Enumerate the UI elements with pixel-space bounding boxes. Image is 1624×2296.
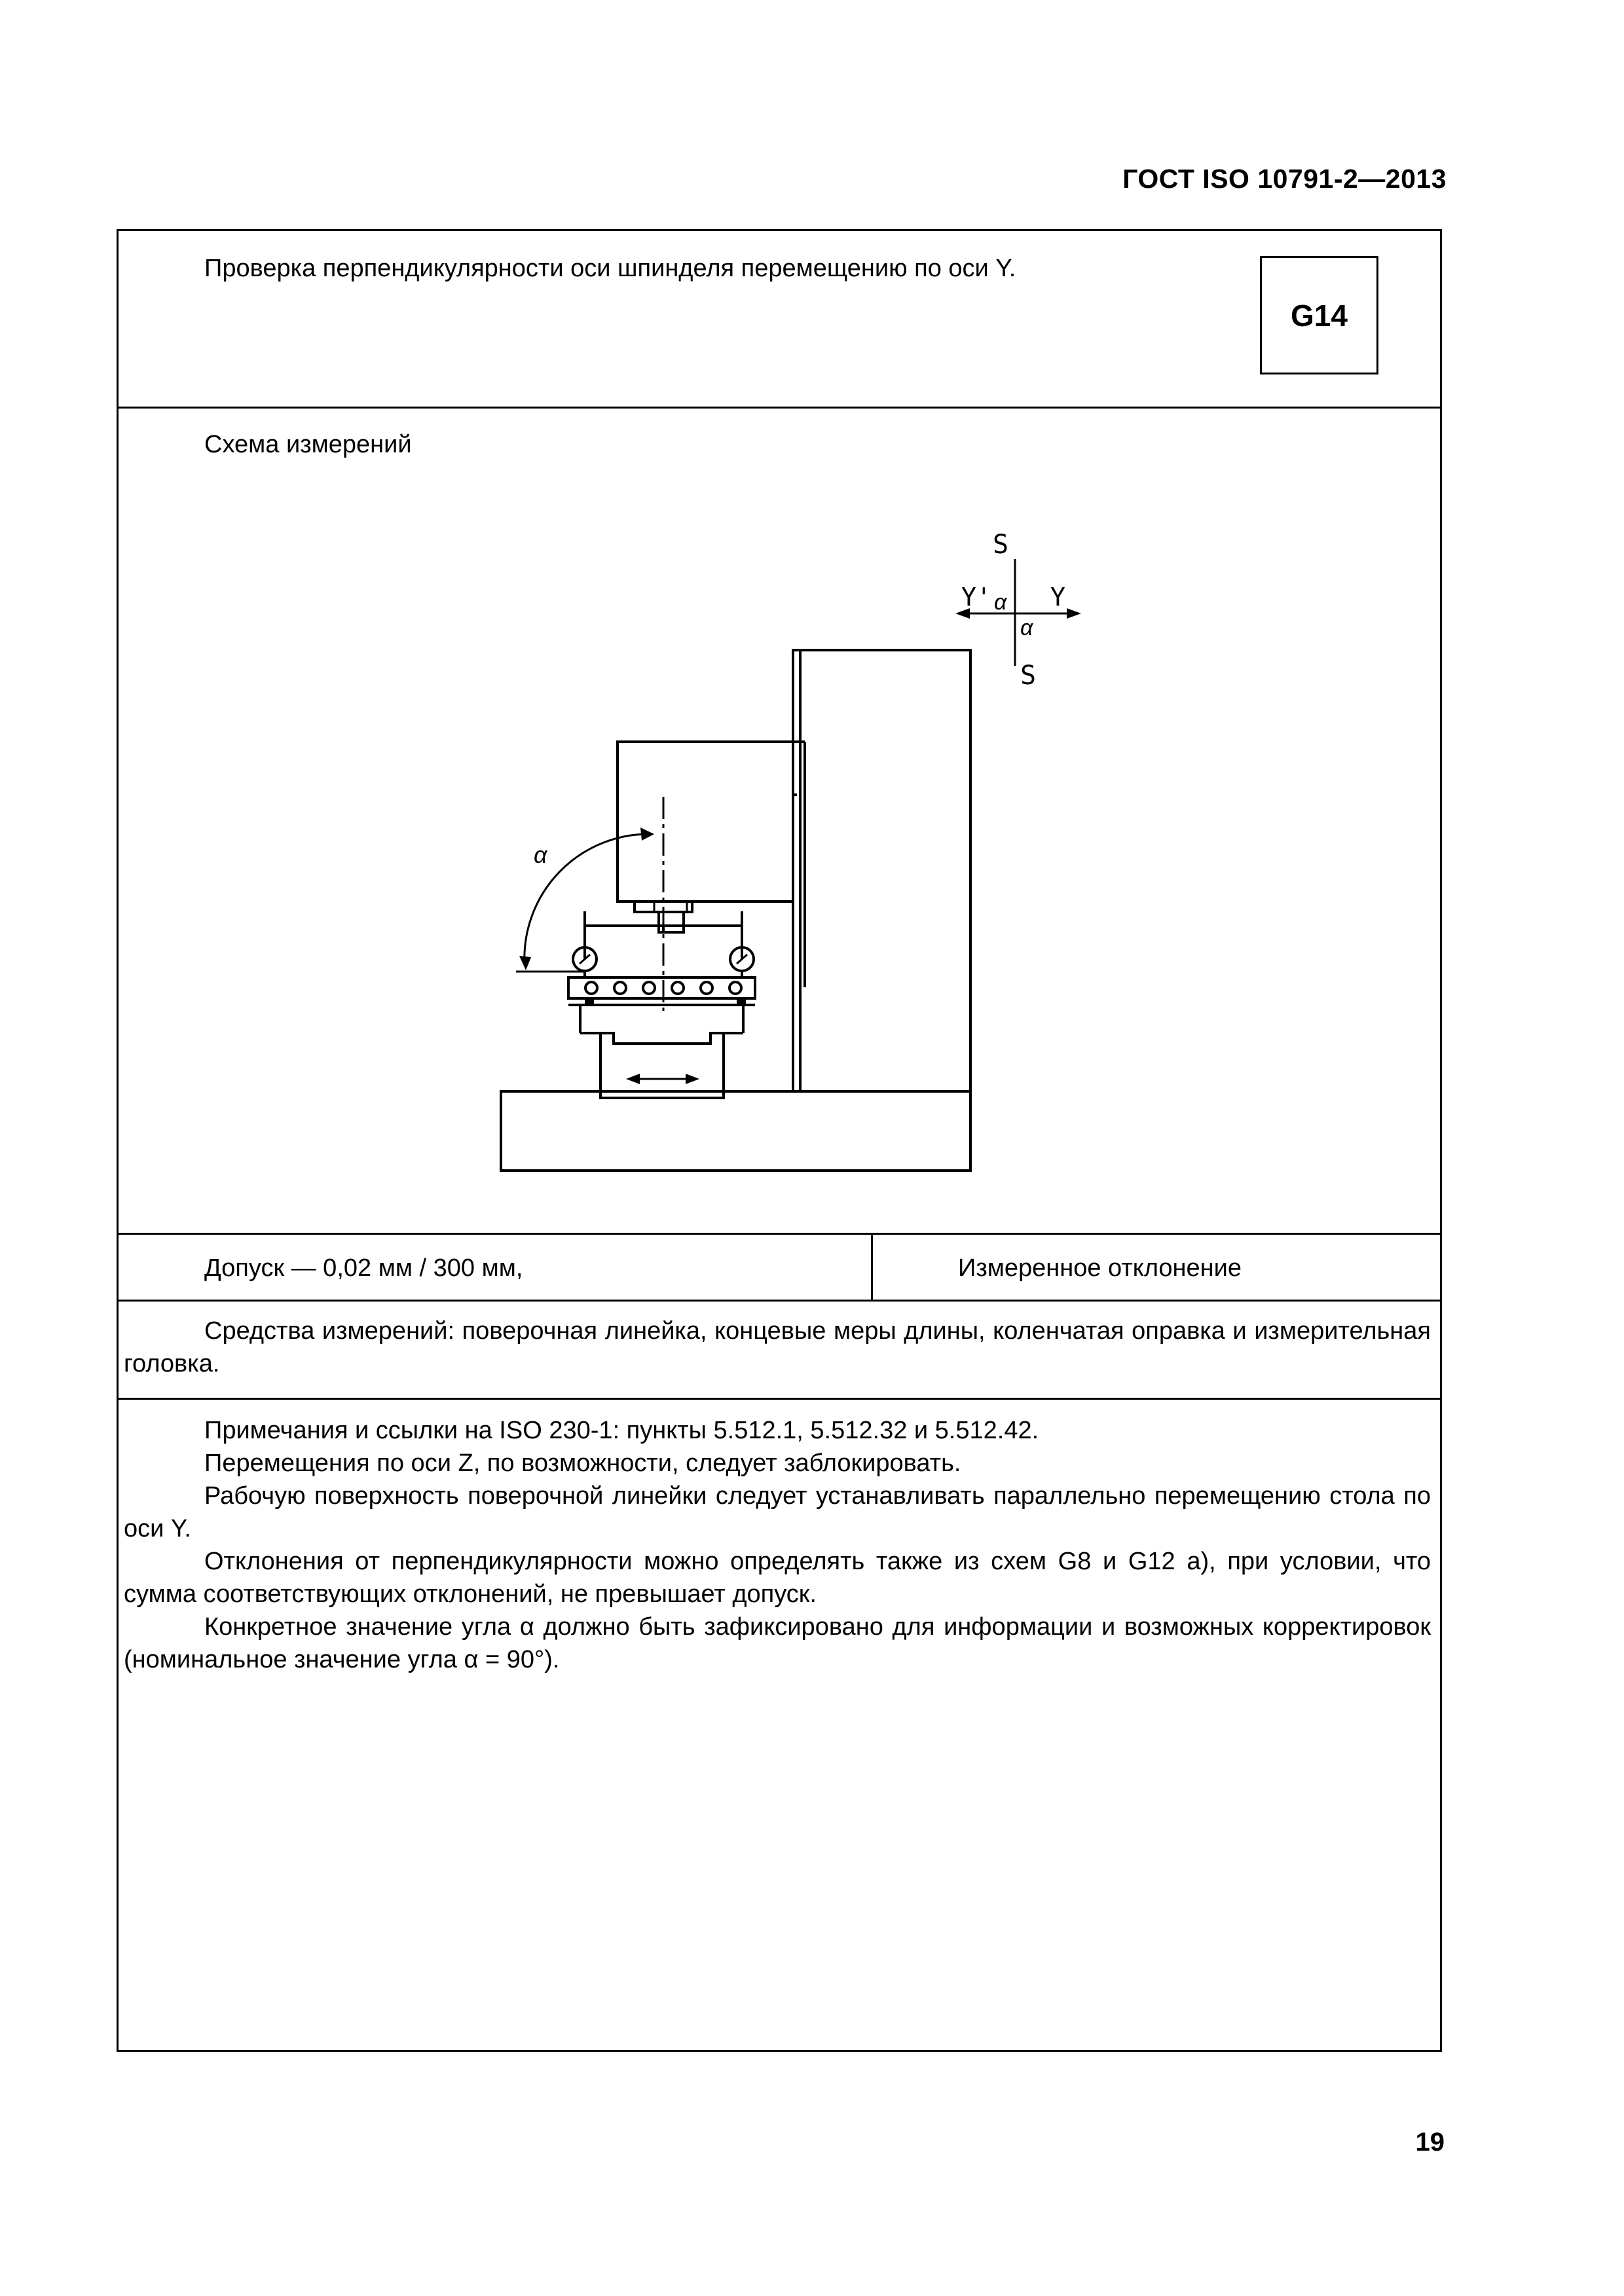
saddle — [600, 1033, 724, 1098]
axis-label-s-bottom: S — [1020, 661, 1037, 691]
machine-base — [501, 1091, 970, 1171]
measured-deviation-label: Измеренное отклонение — [958, 1254, 1242, 1282]
axis-label-y: Y — [1050, 583, 1065, 611]
alpha-label: α — [534, 841, 547, 868]
note-paragraph: Конкретное значение угла α должно быть зафиксировано для информации и возможных корректировок (номинальное значение угла α = 90°). — [124, 1613, 1431, 1673]
spindle-head — [618, 742, 805, 987]
straightedge — [568, 977, 755, 998]
axis-label-s-top: S — [993, 530, 1009, 560]
test-code-box: G14 — [1260, 256, 1378, 374]
axis-cross — [955, 530, 1081, 691]
measuring-means-row — [119, 1300, 1440, 1398]
machine-table — [568, 1005, 755, 1033]
test-title: Проверка перпендикулярности оси шпинделя перемещению по оси Y. — [204, 255, 1016, 282]
axis-label-alpha-left: α — [994, 590, 1007, 615]
axis-label-alpha-right: α — [1020, 615, 1033, 640]
test-sheet — [117, 229, 1442, 2052]
title-row — [119, 231, 1440, 407]
standard-designation: ГОСТ ISO 10791-2—2013 — [1122, 164, 1447, 194]
measuring-means-text: Средства измерений: поверочная линейка, концевые меры длины, коленчатая оправка и измерительная головка. — [124, 1317, 1431, 1377]
note-paragraph: Рабочую поверхность поверочной линейки следует устанавливать параллельно перемещению стола по оси Y. — [124, 1482, 1431, 1542]
tolerance-row — [119, 1233, 1440, 1300]
measurement-diagram — [119, 409, 1440, 1233]
note-paragraph: Перемещения по оси Z, по возможности, следует заблокировать. — [204, 1449, 961, 1477]
note-paragraph: Отклонения от перпендикулярности можно определять также из схем G8 и G12 a), при условии, что сумма соответствующих отклонений, не превышает допуск. — [124, 1548, 1431, 1608]
tolerance-text: Допуск — 0,02 мм / 300 мм, — [204, 1254, 523, 1282]
notes-row — [119, 1398, 1440, 2050]
scheme-label: Схема измерений — [204, 431, 412, 458]
axis-label-y-prime: Y' — [961, 583, 991, 611]
notes-block — [119, 1414, 1431, 1676]
page-number: 19 — [1415, 2128, 1445, 2157]
tolerance-cell — [119, 1235, 873, 1300]
note-paragraph: Примечания и ссылки на ISO 230-1: пункты 5.512.1, 5.512.32 и 5.512.42. — [204, 1417, 1039, 1444]
machine-column — [793, 650, 970, 1091]
scheme-row — [119, 407, 1440, 1233]
